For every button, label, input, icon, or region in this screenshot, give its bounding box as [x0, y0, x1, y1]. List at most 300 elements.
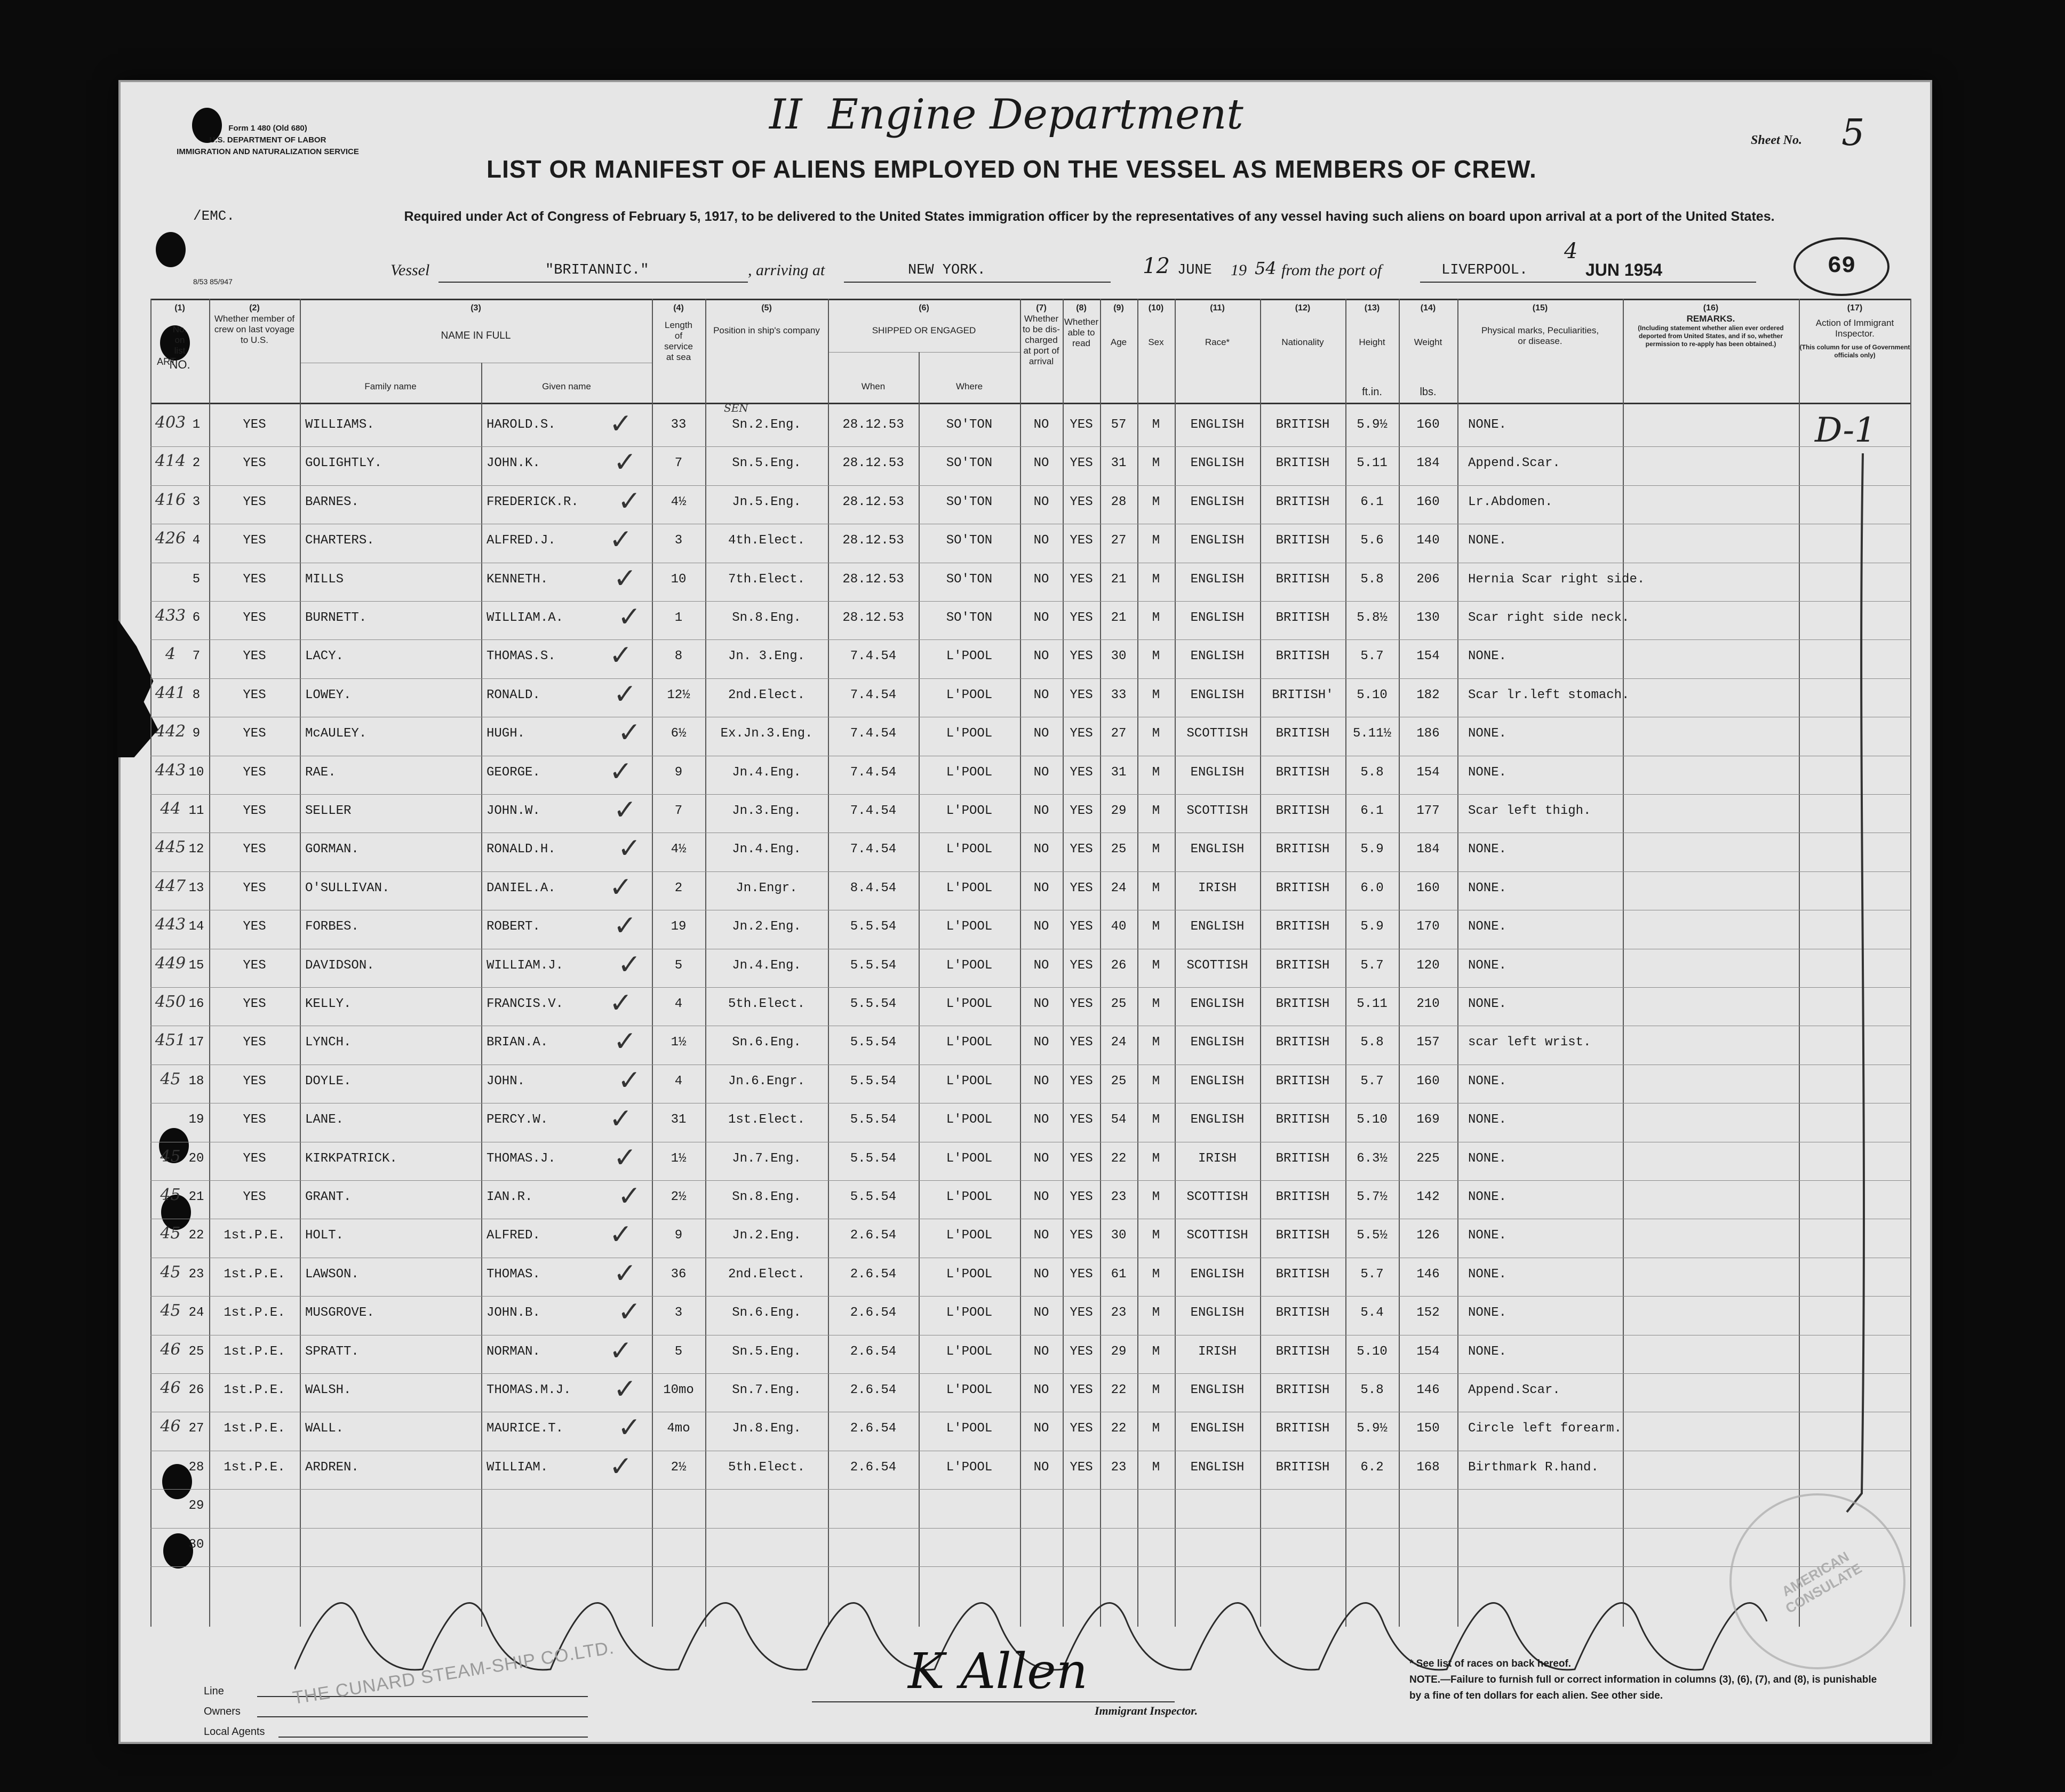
able-to-read: YES	[1070, 997, 1093, 1011]
given-name: JOHN.	[487, 1074, 525, 1089]
weight: 130	[1416, 611, 1440, 625]
list-number: 6	[192, 611, 201, 625]
engaged-place: L'POOL	[946, 1306, 993, 1321]
list-number: 3	[192, 494, 201, 509]
engaged-place: L'POOL	[946, 1383, 993, 1397]
height: 6.1	[1360, 804, 1384, 818]
discharged: NO	[1033, 1228, 1049, 1243]
sex: M	[1152, 572, 1160, 587]
height: 5.9	[1360, 919, 1384, 934]
sex: M	[1152, 765, 1160, 780]
table-row	[150, 1335, 1911, 1373]
engaged-date: 7.4.54	[850, 842, 897, 857]
race: SCOTTISH	[1186, 804, 1248, 818]
check-mark-icon: ✓	[609, 871, 633, 903]
able-to-read: YES	[1070, 1267, 1093, 1282]
race: ENGLISH	[1190, 1306, 1245, 1321]
engaged-date: 5.5.54	[850, 1151, 897, 1166]
nationality: BRITISH	[1275, 765, 1330, 780]
last-voyage: YES	[243, 997, 266, 1011]
header-height-unit: ft.in.	[1362, 386, 1382, 398]
physical-marks: Lr.Abdomen.	[1468, 494, 1553, 509]
sex: M	[1152, 1306, 1160, 1321]
length-of-service: 4	[674, 997, 683, 1011]
length-of-service: 6½	[671, 726, 687, 741]
length-of-service: 33	[671, 418, 687, 432]
discharged: NO	[1033, 804, 1049, 818]
check-mark-icon: ✓	[609, 1450, 633, 1483]
sex: M	[1152, 726, 1160, 741]
from-label: from the port of	[1281, 261, 1382, 279]
art-number: 46	[160, 1379, 181, 1397]
discharged: NO	[1033, 1035, 1049, 1050]
length-of-service: 3	[674, 533, 683, 548]
discharged: NO	[1033, 958, 1049, 973]
physical-marks: Append.Scar.	[1468, 456, 1560, 471]
list-number: 20	[188, 1151, 204, 1166]
list-number: 27	[188, 1421, 204, 1436]
check-mark-icon: ✓	[613, 1026, 637, 1058]
race: ENGLISH	[1190, 1267, 1245, 1282]
height: 5.9½	[1357, 418, 1388, 432]
check-mark-icon: ✓	[609, 1334, 633, 1367]
race: IRISH	[1198, 1344, 1237, 1359]
weight: 169	[1416, 1113, 1440, 1127]
length-of-service: 1½	[671, 1035, 687, 1050]
header-position: (5) Position in ship's company	[713, 303, 820, 335]
sheet-label: Sheet No.	[1751, 133, 1802, 147]
given-name: KENNETH.	[487, 572, 548, 587]
last-voyage: YES	[243, 1151, 266, 1166]
list-number: 8	[192, 687, 201, 702]
weight: 154	[1416, 1344, 1440, 1359]
engaged-place: L'POOL	[946, 1151, 993, 1166]
nationality: BRITISH	[1275, 881, 1330, 895]
nationality: BRITISH	[1275, 1074, 1330, 1089]
position: 1st.Elect.	[728, 1113, 806, 1127]
list-number: 28	[188, 1460, 204, 1475]
engaged-date: 7.4.54	[850, 804, 897, 818]
given-name: THOMAS.M.J.	[487, 1383, 571, 1397]
height: 5.7	[1360, 1267, 1384, 1282]
arrival-day: 12	[1143, 254, 1170, 278]
family-name: GOLIGHTLY.	[305, 456, 382, 471]
family-name: CHARTERS.	[305, 533, 374, 548]
header-race: (11) Race*	[1205, 303, 1230, 347]
race: ENGLISH	[1190, 572, 1245, 587]
length-of-service: 9	[674, 1228, 683, 1243]
list-number: 13	[188, 881, 204, 895]
circled-number: 69	[1793, 237, 1889, 296]
table-row	[150, 524, 1911, 562]
sex: M	[1152, 919, 1160, 934]
list-number: 4	[192, 533, 201, 548]
list-number: 14	[188, 919, 204, 934]
check-mark-icon: ✓	[609, 524, 633, 556]
table-row	[150, 1103, 1911, 1141]
age: 30	[1111, 649, 1127, 664]
inspector-label: Immigrant Inspector.	[1095, 1704, 1198, 1717]
table-row	[150, 910, 1911, 948]
length-of-service: 19	[671, 919, 687, 934]
check-mark-icon: ✓	[613, 678, 637, 710]
engaged-place: L'POOL	[946, 1190, 993, 1204]
sex: M	[1152, 494, 1160, 509]
age: 25	[1111, 1074, 1127, 1089]
engaged-date: 2.6.54	[850, 1344, 897, 1359]
last-voyage: YES	[243, 494, 266, 509]
given-name: WILLIAM.A.	[487, 611, 564, 625]
check-mark-icon: ✓	[618, 717, 641, 749]
discharged: NO	[1033, 1460, 1049, 1475]
check-mark-icon: ✓	[609, 755, 633, 788]
discharged: NO	[1033, 997, 1049, 1011]
able-to-read: YES	[1070, 1151, 1093, 1166]
table-row	[150, 987, 1911, 1026]
art-number: 445	[155, 838, 186, 857]
discharged: NO	[1033, 1074, 1049, 1089]
inspector-line	[1841, 453, 1884, 1515]
art-number: 441	[155, 683, 186, 702]
art-number: 46	[160, 1417, 181, 1436]
given-name: IAN.R.	[487, 1190, 533, 1204]
engaged-date: 2.6.54	[850, 1267, 897, 1282]
art-number: 414	[155, 452, 186, 471]
height: 5.10	[1357, 1113, 1388, 1127]
race: ENGLISH	[1190, 494, 1245, 509]
check-mark-icon: ✓	[609, 408, 633, 440]
family-name: LANE.	[305, 1113, 344, 1127]
engaged-place: L'POOL	[946, 1344, 993, 1359]
manifest-sheet	[118, 80, 1932, 1744]
last-voyage: YES	[243, 687, 266, 702]
last-voyage: 1st.P.E.	[224, 1460, 285, 1475]
list-number: 9	[192, 726, 201, 741]
age: 40	[1111, 919, 1127, 934]
art-number: 45	[160, 1224, 181, 1243]
engaged-place: L'POOL	[946, 726, 993, 741]
nationality: BRITISH	[1275, 1228, 1330, 1243]
header-weight-unit: lbs.	[1420, 386, 1437, 398]
height: 6.1	[1360, 494, 1384, 509]
engaged-date: 5.5.54	[850, 1113, 897, 1127]
discharged: NO	[1033, 1383, 1049, 1397]
art-number: 443	[155, 761, 186, 780]
list-number: 12	[188, 842, 204, 857]
check-mark-icon: ✓	[613, 910, 637, 942]
header-sex: (10) Sex	[1148, 303, 1164, 347]
race: ENGLISH	[1190, 919, 1245, 934]
length-of-service: 10mo	[663, 1383, 694, 1397]
physical-marks: NONE.	[1468, 649, 1507, 664]
length-of-service: 4mo	[667, 1421, 690, 1436]
weight: 154	[1416, 649, 1440, 664]
art-number: 451	[155, 1031, 186, 1050]
sex: M	[1152, 611, 1160, 625]
length-of-service: 1	[674, 611, 683, 625]
family-name: LOWEY.	[305, 687, 352, 702]
length-of-service: 2½	[671, 1190, 687, 1204]
engaged-date: 8.4.54	[850, 881, 897, 895]
engaged-date: 28.12.53	[842, 494, 904, 509]
line-label: Line	[204, 1685, 224, 1697]
table-row	[150, 1180, 1911, 1219]
check-mark-icon: ✓	[609, 1103, 633, 1135]
family-name: FORBES.	[305, 919, 359, 934]
list-number: 26	[188, 1383, 204, 1397]
engaged-date: 2.6.54	[850, 1421, 897, 1436]
sex: M	[1152, 1460, 1160, 1475]
weight: 168	[1416, 1460, 1440, 1475]
position: Sn.5.Eng.	[732, 456, 801, 471]
table-row	[150, 1026, 1911, 1064]
header-weight: (14) Weight	[1414, 303, 1442, 347]
race: ENGLISH	[1190, 1074, 1245, 1089]
family-name: SPRATT.	[305, 1344, 359, 1359]
check-mark-icon: ✓	[613, 446, 637, 479]
race: ENGLISH	[1190, 1113, 1245, 1127]
art-number: 442	[155, 722, 186, 741]
discharged: NO	[1033, 1344, 1049, 1359]
race: ENGLISH	[1190, 842, 1245, 857]
last-voyage: YES	[243, 804, 266, 818]
family-name: BURNETT.	[305, 611, 367, 625]
age: 29	[1111, 1344, 1127, 1359]
nationality: BRITISH	[1275, 1190, 1330, 1204]
physical-marks: NONE.	[1468, 1151, 1507, 1166]
physical-marks: NONE.	[1468, 1306, 1507, 1321]
list-number: 29	[188, 1499, 204, 1514]
engaged-place: L'POOL	[946, 881, 993, 895]
family-name: O'SULLIVAN.	[305, 881, 390, 895]
race: ENGLISH	[1190, 765, 1245, 780]
list-number: 15	[188, 958, 204, 973]
height: 6.0	[1360, 881, 1384, 895]
vessel-row	[118, 239, 1772, 288]
given-name: ROBERT.	[487, 919, 540, 934]
engaged-place: L'POOL	[946, 1228, 993, 1243]
given-name: DANIEL.A.	[487, 881, 556, 895]
position: Jn.2.Eng.	[732, 1228, 801, 1243]
list-number: 19	[188, 1113, 204, 1127]
discharged: NO	[1033, 842, 1049, 857]
nationality: BRITISH	[1275, 494, 1330, 509]
age: 21	[1111, 572, 1127, 587]
discharged: NO	[1033, 418, 1049, 432]
header-shipped-engaged: (6) SHIPPED OR ENGAGED	[872, 303, 976, 335]
header-when: When	[861, 381, 886, 391]
length-of-service: 10	[671, 572, 687, 587]
check-mark-icon: ✓	[613, 1141, 637, 1174]
check-mark-icon: ✓	[618, 833, 641, 865]
given-name: FRANCIS.V.	[487, 997, 564, 1011]
race: SCOTTISH	[1186, 1190, 1248, 1204]
check-mark-icon: ✓	[618, 485, 641, 517]
length-of-service: 4½	[671, 494, 687, 509]
weight: 150	[1416, 1421, 1440, 1436]
list-number: 7	[192, 649, 201, 664]
physical-marks: NONE.	[1468, 1344, 1507, 1359]
vessel-name: "BRITANNIC."	[545, 262, 649, 278]
able-to-read: YES	[1070, 919, 1093, 934]
check-mark-icon: ✓	[609, 639, 633, 672]
able-to-read: YES	[1070, 1035, 1093, 1050]
age: 57	[1111, 418, 1127, 432]
table-row	[150, 1412, 1911, 1450]
race: ENGLISH	[1190, 687, 1245, 702]
weight: 157	[1416, 1035, 1440, 1050]
nationality: BRITISH	[1275, 726, 1330, 741]
nationality: BRITISH	[1275, 572, 1330, 587]
art-number: 443	[155, 915, 186, 934]
given-name: RONALD.H.	[487, 842, 556, 857]
nationality: BRITISH	[1275, 533, 1330, 548]
age: 61	[1111, 1267, 1127, 1282]
discharged: NO	[1033, 765, 1049, 780]
family-name: WILLIAMS.	[305, 418, 374, 432]
sex: M	[1152, 1421, 1160, 1436]
age: 24	[1111, 881, 1127, 895]
list-number: 23	[188, 1267, 204, 1282]
check-mark-icon: ✓	[613, 1373, 637, 1405]
header-list-number: (1) No. on list NO.	[169, 303, 190, 371]
table-row	[150, 949, 1911, 987]
header-last-voyage: (2) Whether member of crew on last voyage to U.S.	[214, 303, 295, 345]
table-row	[150, 756, 1911, 794]
age: 27	[1111, 726, 1127, 741]
length-of-service: 36	[671, 1267, 687, 1282]
race: SCOTTISH	[1186, 726, 1248, 741]
header-inspector-action: (17) Action of Immigrant Inspector. (This column for use of Government officials only)	[1799, 303, 1910, 359]
age: 28	[1111, 494, 1127, 509]
art-number: 426	[155, 529, 186, 548]
able-to-read: YES	[1070, 1190, 1093, 1204]
sex: M	[1152, 804, 1160, 818]
height: 5.10	[1357, 687, 1388, 702]
physical-marks: NONE.	[1468, 997, 1507, 1011]
weight: 126	[1416, 1228, 1440, 1243]
physical-marks: NONE.	[1468, 1190, 1507, 1204]
given-name: ALFRED.J.	[487, 533, 556, 548]
weight: 225	[1416, 1151, 1440, 1166]
engaged-place: SO'TON	[946, 572, 993, 587]
able-to-read: YES	[1070, 804, 1093, 818]
department-heading: Engine Department	[828, 91, 1243, 139]
engaged-place: SO'TON	[946, 533, 993, 548]
art-number: 433	[155, 606, 186, 625]
last-voyage: YES	[243, 456, 266, 471]
check-mark-icon: ✓	[618, 601, 641, 633]
weight: 160	[1416, 881, 1440, 895]
able-to-read: YES	[1070, 572, 1093, 587]
sex: M	[1152, 958, 1160, 973]
weight: 160	[1416, 418, 1440, 432]
physical-marks: NONE.	[1468, 765, 1507, 780]
engaged-place: L'POOL	[946, 1460, 993, 1475]
sex: M	[1152, 1344, 1160, 1359]
sex: M	[1152, 1190, 1160, 1204]
position: Sn.8.Eng.	[732, 611, 801, 625]
nationality: BRITISH	[1275, 611, 1330, 625]
nationality: BRITISH	[1275, 997, 1330, 1011]
weight: 186	[1416, 726, 1440, 741]
last-voyage: YES	[243, 881, 266, 895]
discharged: NO	[1033, 611, 1049, 625]
family-name: LAWSON.	[305, 1267, 359, 1282]
engaged-date: 2.6.54	[850, 1383, 897, 1397]
inspector-mark: D-1	[1815, 411, 1876, 450]
weight: 184	[1416, 456, 1440, 471]
able-to-read: YES	[1070, 1421, 1093, 1436]
physical-marks: Scar right side neck.	[1468, 611, 1630, 625]
engaged-place: L'POOL	[946, 687, 993, 702]
race: ENGLISH	[1190, 1383, 1245, 1397]
art-number: 46	[160, 1340, 181, 1359]
race: ENGLISH	[1190, 1460, 1245, 1475]
position: Sn.6.Eng.	[732, 1306, 801, 1321]
length-of-service: 3	[674, 1306, 683, 1321]
nationality: BRITISH'	[1272, 687, 1334, 702]
discharged: NO	[1033, 1306, 1049, 1321]
form-service: IMMIGRATION AND NATURALIZATION SERVICE	[177, 147, 359, 156]
able-to-read: YES	[1070, 881, 1093, 895]
list-number: 11	[188, 804, 204, 818]
height: 5.11½	[1352, 726, 1391, 741]
last-voyage: 1st.P.E.	[224, 1228, 285, 1243]
discharged: NO	[1033, 572, 1049, 587]
list-number: 2	[192, 456, 201, 471]
art-number: 449	[155, 954, 186, 973]
physical-marks: NONE.	[1468, 1267, 1507, 1282]
weight: 210	[1416, 997, 1440, 1011]
physical-marks: NONE.	[1468, 842, 1507, 857]
position: 2nd.Elect.	[728, 1267, 806, 1282]
engaged-date: 28.12.53	[842, 418, 904, 432]
check-mark-icon: ✓	[613, 794, 637, 826]
family-name: RAE.	[305, 765, 336, 780]
nationality: BRITISH	[1275, 1035, 1330, 1050]
race: ENGLISH	[1190, 456, 1245, 471]
header-remarks: (16) REMARKS. (Including statement whether alien ever ordered deported from United States, and if so, whether permission to re-apply has been obtained.)	[1638, 303, 1784, 348]
discharged: NO	[1033, 533, 1049, 548]
table-row	[150, 485, 1911, 524]
check-mark-icon: ✓	[618, 1064, 641, 1097]
height: 5.8½	[1357, 611, 1388, 625]
length-of-service: 1½	[671, 1151, 687, 1166]
last-voyage: YES	[243, 1074, 266, 1089]
given-name: JOHN.W.	[487, 804, 540, 818]
sex: M	[1152, 1113, 1160, 1127]
date-stamp: JUN 1954	[1585, 260, 1663, 279]
engaged-place: SO'TON	[946, 494, 993, 509]
sex: M	[1152, 687, 1160, 702]
given-name: FREDERICK.R.	[487, 494, 579, 509]
engaged-place: SO'TON	[946, 456, 993, 471]
stamp-day: 4	[1564, 239, 1578, 263]
engaged-place: SO'TON	[946, 611, 993, 625]
engaged-date: 5.5.54	[850, 1190, 897, 1204]
discharged: NO	[1033, 687, 1049, 702]
table-row	[150, 678, 1911, 717]
age: 27	[1111, 533, 1127, 548]
age: 31	[1111, 765, 1127, 780]
discharged: NO	[1033, 1151, 1049, 1166]
weight: 140	[1416, 533, 1440, 548]
arrival-year-suffix: 54	[1255, 258, 1277, 278]
length-of-service: 9	[674, 765, 683, 780]
discharged: NO	[1033, 649, 1049, 664]
nationality: BRITISH	[1275, 418, 1330, 432]
